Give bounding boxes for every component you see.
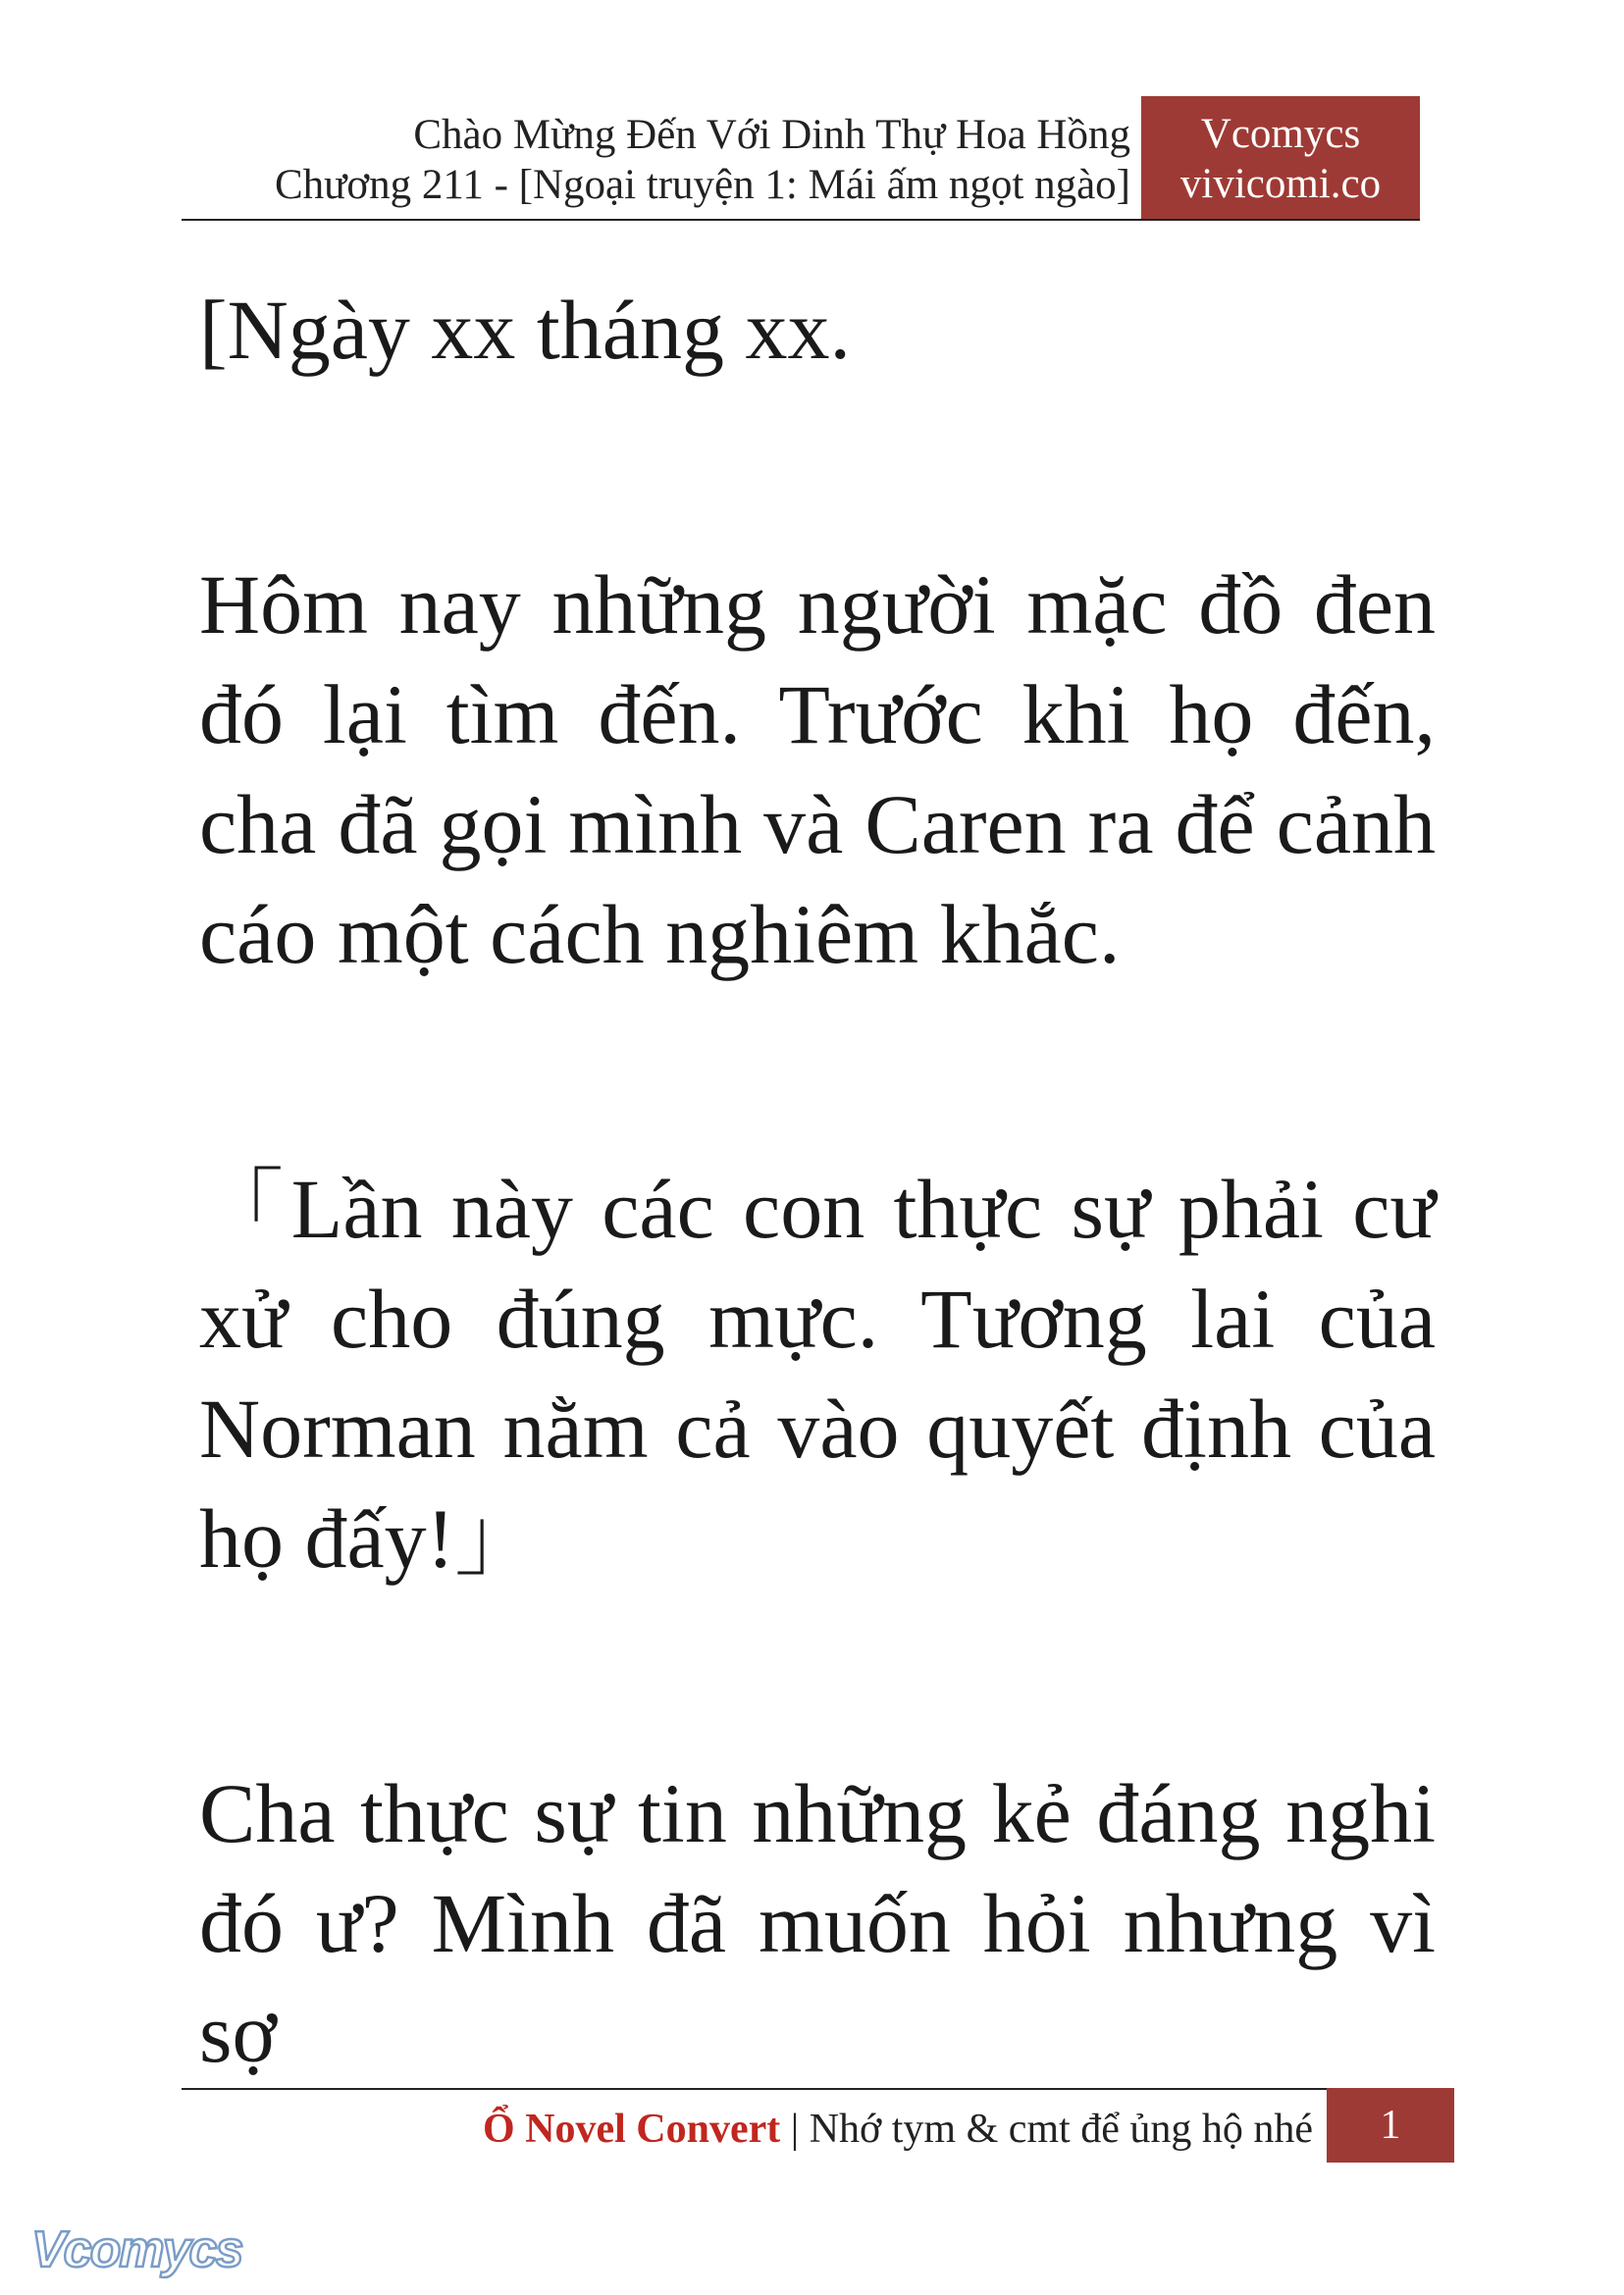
series-title: Chào Mừng Đến Với Dinh Thự Hoa Hồng <box>413 112 1130 158</box>
brand-site: vivicomi.co <box>1179 161 1382 207</box>
page-footer <box>182 2088 1454 2165</box>
paragraph-date: [Ngày xx tháng xx. <box>199 283 851 377</box>
footer-separator: | <box>790 2107 800 2152</box>
paragraph-quote: 「Lần này các con thực sự phải cư xử cho đúng mực. Tương lai của Norman nằm cả vào quyết định của họ đấy!」 <box>199 1162 1436 1586</box>
page-header <box>182 96 1420 221</box>
svg-text:Vcomycs: Vcomycs <box>31 2221 242 2278</box>
footer-divider <box>182 2088 1454 2090</box>
page-number: 1 <box>1327 2088 1454 2163</box>
chapter-title: Chương 211 - [Ngoại truyện 1: Mái ấm ngọt ngào] <box>274 162 1130 208</box>
header-titles <box>275 110 1130 210</box>
page-body <box>199 275 1436 2088</box>
footer-brand: Ổ Novel Convert <box>482 2107 781 2152</box>
vcomycs-watermark-logo <box>27 2216 253 2284</box>
footer-text <box>483 2100 1313 2159</box>
header-divider <box>182 219 1420 221</box>
header-brand-box <box>1141 96 1420 219</box>
footer-message: Nhớ tym & cmt để ủng hộ nhé <box>809 2107 1313 2152</box>
paragraph-doubt: Cha thực sự tin những kẻ đáng nghi đó ư? Mình đã muốn hỏi nhưng vì sợ <box>199 1766 1436 2080</box>
paragraph-visitors: Hôm nay những người mặc đồ đen đó lại tìm đến. Trước khi họ đến, cha đã gọi mình và Caren ra để cảnh cáo một cách nghiêm khắc. <box>199 557 1436 981</box>
brand-name: Vcomycs <box>1200 111 1361 157</box>
